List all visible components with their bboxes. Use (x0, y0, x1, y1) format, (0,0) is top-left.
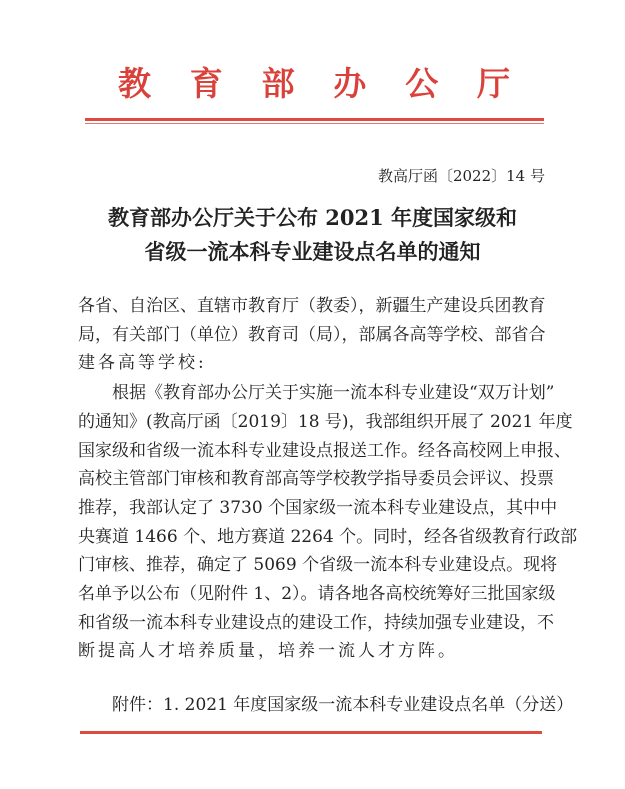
header-divider-thin (85, 123, 544, 124)
body-line: 央赛道 1466 个、地方赛道 2264 个。同时，经各省级教育行政部 (78, 527, 578, 547)
document-number: 教高厅函〔2022〕14 号 (377, 167, 545, 185)
header-char: 教 (118, 64, 151, 103)
body-line: 高校主管部门审核和教育部高等学校教学指导委员会评议、投票 (78, 469, 554, 489)
addressee-line: 各省、自治区、直辖市教育厅（教委），新疆生产建设兵团教育 (78, 296, 546, 316)
header-char: 办 (333, 64, 367, 103)
body-line: 根据《教育部办公厅关于实施一流本科专业建设“双万计划” (112, 383, 555, 403)
body-line: 的通知》(教高厅函〔2019〕18 号)，我部组织开展了 2021 年度 (78, 412, 573, 432)
addressee-line: 局，有关部门（单位）教育司（局），部属各高等学校、部省合 (78, 325, 546, 345)
header-char: 公 (405, 64, 439, 103)
body-line: 和省级一流本科专业建设点的建设工作，持续加强专业建设，不 (78, 613, 554, 633)
body-line: 断提高人才培养质量，培养一流人才方阵。 (78, 641, 458, 661)
header-char: 育 (189, 64, 223, 103)
addressee-line: 建各高等学校: (78, 353, 207, 373)
body-line: 门审核、推荐，确定了 5069 个省级一流本科专业建设点。现将 (78, 555, 558, 575)
header-char: 厅 (476, 64, 510, 103)
body-line: 推荐，我部认定了 3730 个国家级一流本科专业建设点，其中中 (78, 498, 558, 518)
attachment-line: 附件：1. 2021 年度国家级一流本科专业建设点名单（分送） (112, 695, 574, 715)
body-line: 名单予以公布（见附件 1、2）。请各地各高校统筹好三批国家级 (78, 584, 556, 604)
issuing-org-header (118, 58, 510, 105)
body-line: 国家级和省级一流本科专业建设点报送工作。经各高校网上申报、 (78, 441, 571, 461)
document-title-line: 省级一流本科专业建设点名单的通知 (144, 239, 481, 264)
footer-divider (80, 731, 542, 734)
header-char: 部 (261, 64, 295, 103)
document-title-line: 教育部办公厅关于公布 2021 年度国家级和 (107, 205, 518, 230)
header-divider-thick (85, 118, 544, 121)
